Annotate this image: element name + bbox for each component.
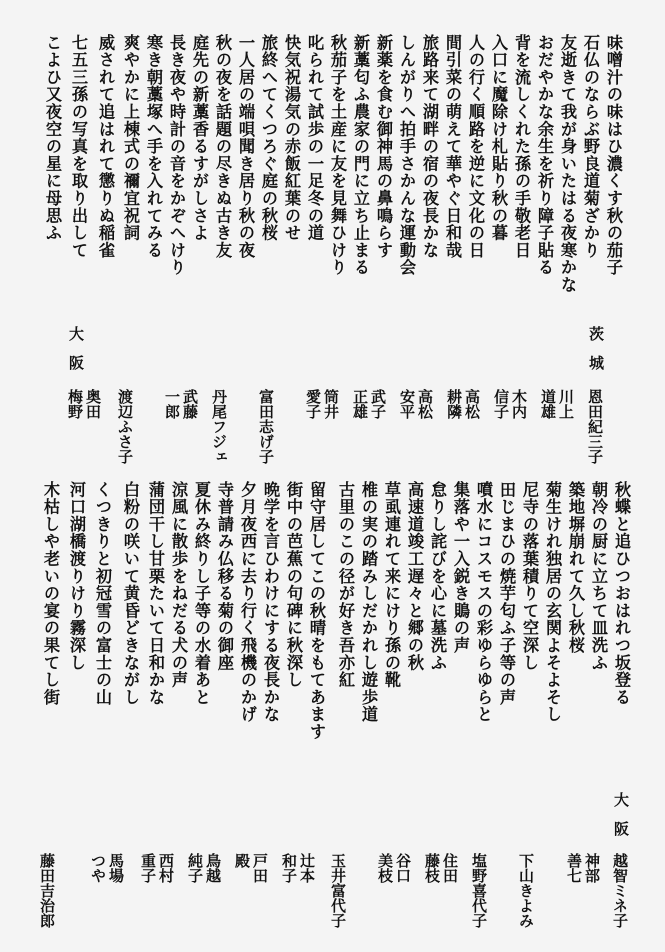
haiku-line: こよひ又夜空の星に母思ふ xyxy=(43,34,62,242)
author-given: 耕隣 xyxy=(445,389,463,419)
haiku-line: 味噌汁の味はひ濃くす秋の茄子 xyxy=(604,34,623,277)
haiku-line: 叱られて試歩の一足冬の道 xyxy=(305,34,324,242)
haiku-line: 晩学を言ひわけにする夜長かな xyxy=(261,481,280,724)
haiku-line: 寒き朝藁塚へ手を入れてみる xyxy=(144,34,163,259)
author-name xyxy=(38,853,56,935)
author-given: 道雄 xyxy=(539,389,557,419)
haiku-line: しんがりへ拍手さかんな運動会 xyxy=(397,34,416,277)
haiku-line: おだやかな余生を祈り障子貼る xyxy=(535,34,554,277)
author-given: 安平 xyxy=(398,389,416,419)
author-family: 奥田 xyxy=(84,389,102,419)
author-family: 高松 xyxy=(463,389,481,419)
haiku-line: 朝冷の厨に立ちて皿洗ふ xyxy=(589,481,608,672)
author-family: 富田志げ子 xyxy=(257,389,275,464)
haiku-line: 七五三孫の写真を取り出して xyxy=(69,34,88,259)
haiku-line: 旅路来て湖畔の宿の夜長かな xyxy=(420,34,439,259)
author-given: 殿 xyxy=(233,853,251,868)
author-family: 武藤 xyxy=(181,389,199,419)
haiku-line: 威されて追はれて懲りぬ稲雀 xyxy=(96,34,115,259)
haiku-line: 涼風に散歩をねだる犬の声 xyxy=(169,481,188,689)
author-family: 谷口 xyxy=(394,853,412,883)
haiku-line: 草虱連れて来にけり孫の靴 xyxy=(382,481,401,689)
haiku-line: 河口湖橋渡りけり霧深し xyxy=(67,481,86,672)
author-family: 塩野喜代子 xyxy=(470,853,488,928)
author-family: 丹尾フジェ xyxy=(210,389,228,464)
haiku-line: 高速道竣工遅々と郷の秋 xyxy=(405,481,424,672)
haiku-line: 怠りし詫びを心に墓洗ふ xyxy=(428,481,447,672)
author-given: 和子 xyxy=(280,853,298,883)
haiku-line: 白粉の咲いて黄昏どきながし xyxy=(121,481,140,706)
haiku-line: 爽やかに上棟式の禰宜祝詞 xyxy=(121,34,140,242)
author-name xyxy=(470,853,488,935)
author-family: 木内 xyxy=(510,389,528,419)
author-family: 神部 xyxy=(583,853,601,883)
author-given: 信子 xyxy=(492,389,510,419)
author-given: 重子 xyxy=(139,853,157,883)
haiku-line: 古里のこの径が好き吾亦紅 xyxy=(336,481,355,689)
haiku-line: 築地塀崩れて久し秋桜 xyxy=(566,481,585,654)
author-name xyxy=(565,853,601,935)
author-family: 馬場 xyxy=(107,853,125,883)
author-name xyxy=(280,853,316,935)
haiku-line: 快気祝湯気の赤飯紅葉のせ xyxy=(282,34,301,242)
haiku-line: 間引菜の萌えて華やぐ日和哉 xyxy=(443,34,462,259)
haiku-line: 人の行く順路を逆に文化の日 xyxy=(466,34,485,259)
haiku-line: 菊生けれ独居の玄関よそよそし xyxy=(543,481,562,724)
author-name xyxy=(492,389,528,471)
region-label: 大阪 xyxy=(612,792,630,850)
author-family: 戸田 xyxy=(251,853,269,883)
author-name xyxy=(611,853,629,935)
author-name xyxy=(586,389,604,471)
haiku-line: 新藁匂ふ農家の門に立ち止まる xyxy=(351,34,370,277)
haiku-line: 木枯しや老いの宴の果てし街 xyxy=(41,481,60,706)
author-name xyxy=(304,389,340,471)
haiku-line: 友逝きて我が身いたはる夜寒かな xyxy=(558,34,577,294)
region-label: 大阪 xyxy=(67,326,85,384)
haiku-line: 噴水にコスモスの彩ゆらゆらと xyxy=(474,481,493,724)
author-family: 玉井富代子 xyxy=(329,853,347,928)
haiku-line: くつきりと初冠雪の富士の山 xyxy=(93,481,112,706)
author-given: 美枝 xyxy=(376,853,394,883)
haiku-line: 石仏のならぶ野良道菊ざかり xyxy=(581,34,600,259)
author-name xyxy=(329,853,347,935)
author-given: 善七 xyxy=(565,853,583,883)
author-name xyxy=(517,853,535,935)
haiku-line: 寺普請み仏移る菊の御座 xyxy=(215,481,234,672)
author-family: 高松 xyxy=(416,389,434,419)
author-name xyxy=(89,853,125,935)
author-name xyxy=(351,389,387,471)
author-name xyxy=(163,389,199,471)
author-family: 筒井 xyxy=(322,389,340,419)
author-name xyxy=(257,389,275,471)
haiku-line: 長き夜や時計の音をかぞへけり xyxy=(167,34,186,277)
author-name xyxy=(445,389,481,471)
haiku-line: 旅終へてくつろぐ庭の秋桜 xyxy=(259,34,278,242)
author-given: つや xyxy=(89,853,107,883)
haiku-line: 街中の芭蕉の句碑に秋深し xyxy=(284,481,303,689)
haiku-line: 秋蝶と追ひつおはれつ坂登る xyxy=(612,481,631,706)
author-given: 一郎 xyxy=(163,389,181,419)
author-name xyxy=(139,853,175,935)
author-name xyxy=(376,853,412,935)
author-family: 川上 xyxy=(557,389,575,419)
author-family: 恩田紀三子 xyxy=(586,389,604,464)
author-name xyxy=(423,853,459,935)
author-name xyxy=(66,389,102,471)
haiku-line: 入口に魔除け札貼り秋の暮 xyxy=(489,34,508,242)
author-family: 渡辺ふさ子 xyxy=(116,389,134,464)
haiku-line: 留守居してこの秋晴をもてあます xyxy=(307,481,326,741)
haiku-line: 背を流しくれた孫の手敬老日 xyxy=(512,34,531,259)
author-name xyxy=(116,389,134,471)
author-given: 藤枝 xyxy=(423,853,441,883)
haiku-line: 夏休み終りし子等の水着あと xyxy=(192,481,211,706)
author-given: 梅野 xyxy=(66,389,84,419)
author-given: 愛子 xyxy=(304,389,322,419)
haiku-line: 集落や一入鋭き鵙の声 xyxy=(451,481,470,654)
haiku-line: 秋茄子を土産に友を見舞ひけり xyxy=(328,34,347,277)
haiku-line: 一人居の端唄聞き居り秋の夜 xyxy=(236,34,255,259)
author-family: 鳥越 xyxy=(204,853,222,883)
author-name xyxy=(539,389,575,471)
author-given: 純子 xyxy=(186,853,204,883)
author-family: 越智ミネ子 xyxy=(611,853,629,928)
haiku-line: 庭先の新藁香るすがしさよ xyxy=(190,34,209,242)
author-family: 辻本 xyxy=(298,853,316,883)
haiku-line: 新薬を食む御神馬の鼻鳴らす xyxy=(374,34,393,259)
haiku-line: 蒲団干し甘栗たいて日和かな xyxy=(146,481,165,706)
author-family: 武子 xyxy=(369,389,387,419)
region-label: 茨城 xyxy=(587,326,605,384)
haiku-line: 田じまひの焼芋匂ふ子等の声 xyxy=(497,481,516,706)
author-name xyxy=(233,853,269,935)
author-family: 下山きよみ xyxy=(517,853,535,928)
author-family: 藤田吉治郎 xyxy=(38,853,56,928)
author-given: 正雄 xyxy=(351,389,369,419)
author-name xyxy=(186,853,222,935)
haiku-line: 夕月夜西に去り行く飛機のかげ xyxy=(238,481,257,724)
haiku-line: 椎の実の踏みしだかれし遊歩道 xyxy=(359,481,378,724)
author-family: 西村 xyxy=(157,853,175,883)
author-family: 住田 xyxy=(441,853,459,883)
haiku-line: 尼寺の落葉積りて空深し xyxy=(520,481,539,672)
author-name xyxy=(210,389,228,471)
haiku-line: 秋の夜を話題の尽きぬ古き友 xyxy=(213,34,232,259)
author-name xyxy=(398,389,434,471)
